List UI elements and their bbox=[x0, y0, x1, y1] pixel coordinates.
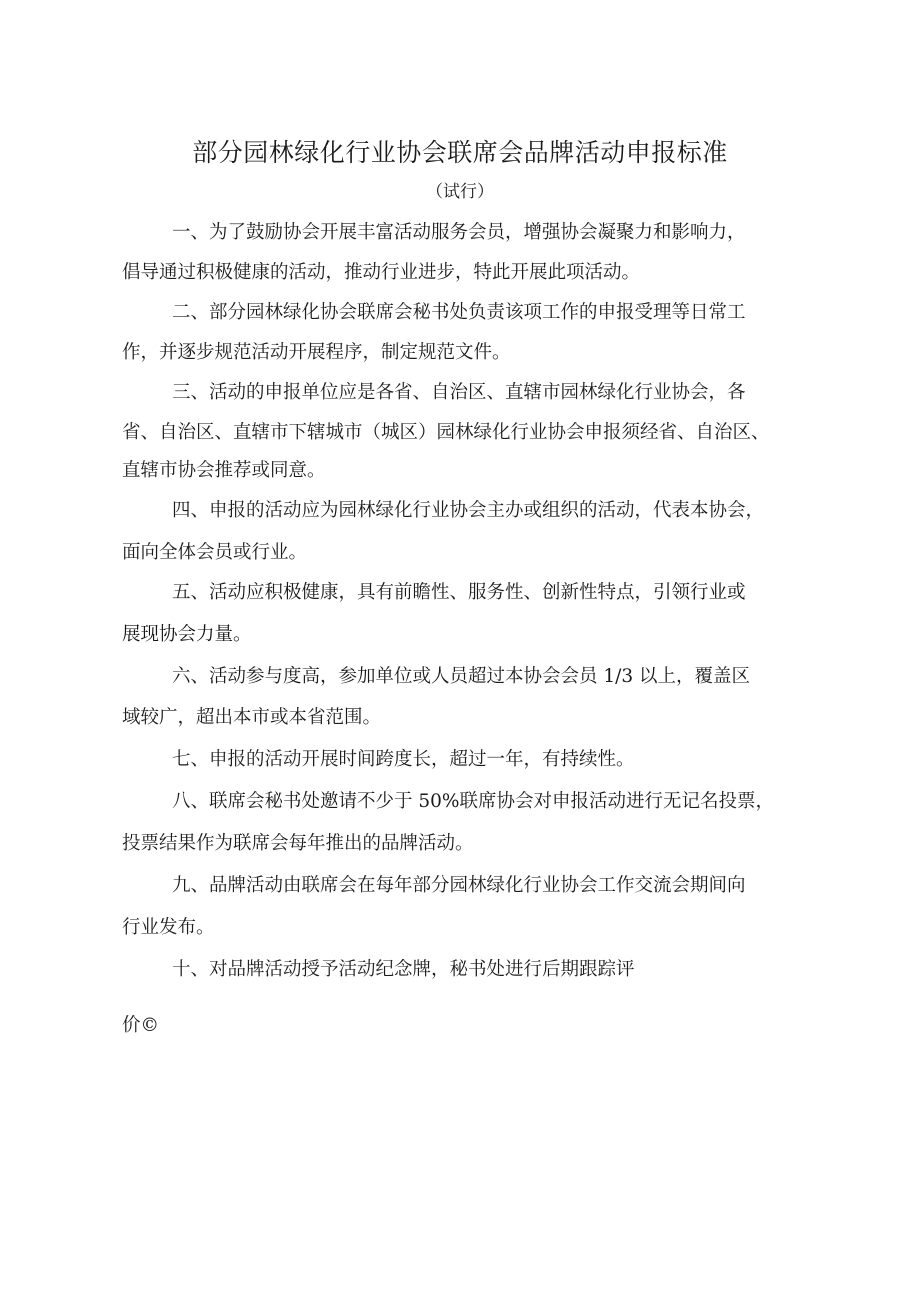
paragraph-1-line-1: 一、为了鼓励协会开展丰富活动服务会员，增强协会凝聚力和影响力， bbox=[172, 222, 746, 243]
paragraph-4-line-2: 面向全体会员或行业。 bbox=[122, 542, 308, 563]
paragraph-3-line-3: 直辖市协会推荐或同意。 bbox=[122, 460, 326, 481]
paragraph-2-line-2: 作，并逐步规范活动开展程序，制定规范文件。 bbox=[122, 342, 511, 363]
paragraph-4-line-1: 四、申报的活动应为园林绿化行业协会主办或组织的活动，代表本协会， bbox=[172, 500, 765, 521]
paragraph-5-line-2: 展现协会力量。 bbox=[122, 624, 252, 645]
paragraph-6-line-1: 六、活动参与度高，参加单位或人员超过本协会会员 1/3 以上，覆盖区 bbox=[172, 666, 751, 687]
document-title: 部分园林绿化行业协会联席会品牌活动申报标准 bbox=[192, 138, 728, 167]
paragraph-3-line-2: 省、自治区、直辖市下辖城市（城区）园林绿化行业协会申报须经省、自治区、 bbox=[122, 422, 770, 443]
paragraph-5-line-1-emphasis: 引领行业或 bbox=[653, 582, 746, 603]
paragraph-9-line-2: 行业发布。 bbox=[122, 917, 215, 938]
paragraph-9-line-1: 九、品牌活动由联席会在每年部分园林绿化行业协会工作交流会期间向 bbox=[172, 875, 746, 896]
paragraph-8-line-2: 投票结果作为联席会每年推出的品牌活动。 bbox=[122, 833, 474, 854]
paragraph-1-line-2: 倡导通过积极健康的活动，推动行业进步，特此开展此项活动。 bbox=[122, 262, 641, 283]
paragraph-2-line-1: 二、部分园林绿化协会联席会秘书处负责该项工作的申报受理等日常工 bbox=[172, 302, 746, 323]
paragraph-5-line-1-text: 五、活动应积极健康，具有前瞻性、服务性、创新性特点， bbox=[172, 582, 654, 603]
paragraph-3-line-1: 三、活动的申报单位应是各省、自治区、直辖市园林绿化行业协会，各 bbox=[172, 382, 746, 403]
paragraph-6-line-2: 域较广，超出本市或本省范围。 bbox=[122, 707, 382, 728]
paragraph-5-line-1 bbox=[172, 580, 746, 606]
document-subtitle: （试行） bbox=[426, 182, 494, 202]
paragraph-8-line-1: 八、联席会秘书处邀请不少于 50%联席协会对申报活动进行无记名投票， bbox=[172, 791, 775, 812]
paragraph-7-line-1: 七、申报的活动开展时间跨度长，超过一年，有持续性。 bbox=[172, 749, 635, 770]
paragraph-10-line-2: 价© bbox=[122, 1015, 160, 1036]
paragraph-10-line-1: 十、对品牌活动授予活动纪念牌，秘书处进行后期跟踪评 bbox=[172, 959, 635, 980]
